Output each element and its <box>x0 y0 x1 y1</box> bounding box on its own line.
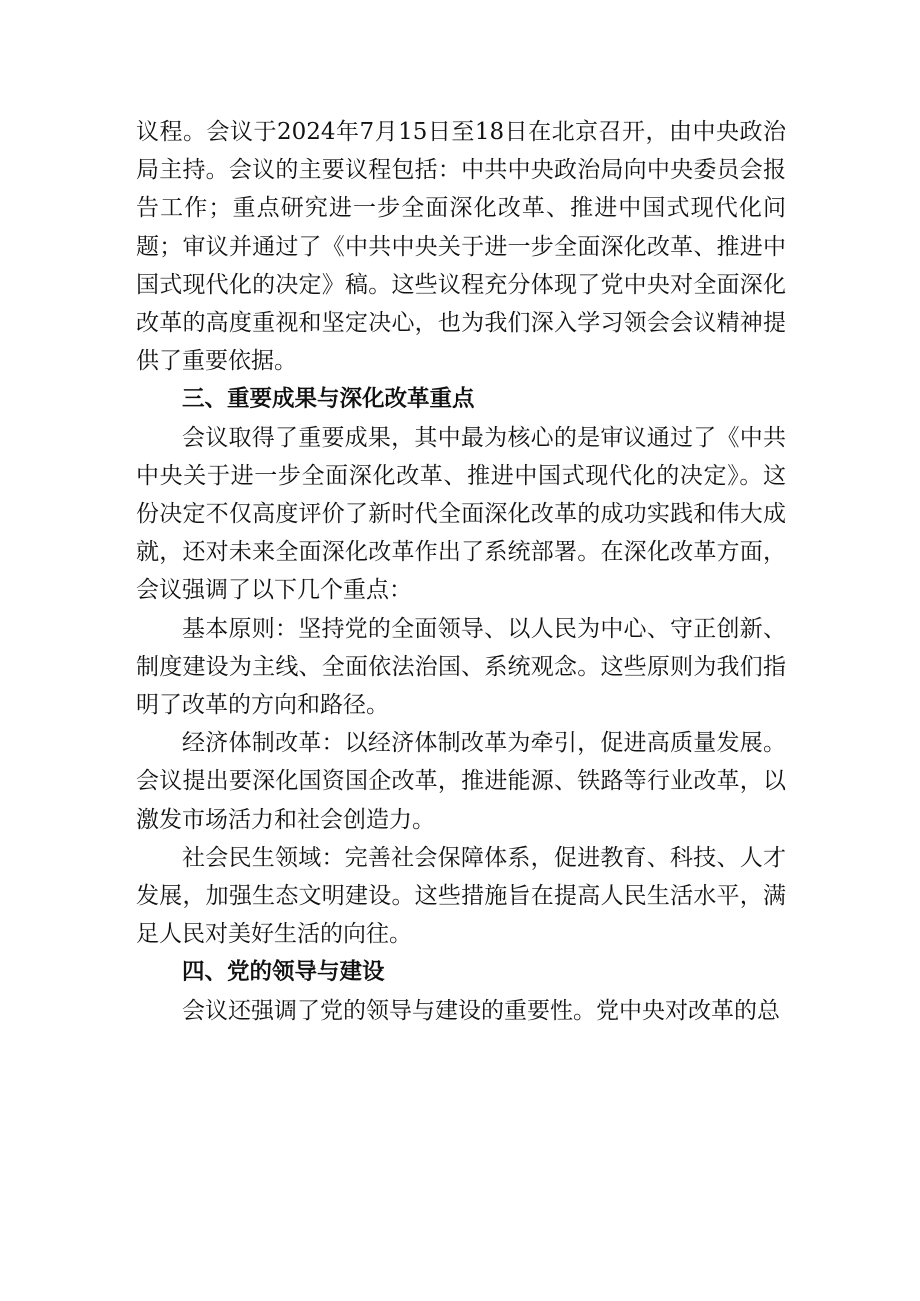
paragraph-economy: 经济体制改革：以经济体制改革为牵引，促进高质量发展。会议提出要深化国资国企改革，推进能源、铁路等行业改革，以激发市场活力和社会创造力。 <box>136 730 786 833</box>
paragraph-principles: 基本原则：坚持党的全面领导、以人民为中心、守正创新、制度建设为主线、全面依法治国、系统观念。这些原则为我们指明了改革的方向和路径。 <box>136 615 786 719</box>
paragraph-party: 会议还强调了党的领导与建设的重要性。党中央对改革的总 <box>182 997 780 1024</box>
section-heading-party: 四、党的领导与建设 <box>182 959 385 986</box>
document-page <box>136 113 786 1030</box>
section-heading-results: 三、重要成果与深化改革重点 <box>182 386 475 413</box>
paragraph-social: 社会民生领域：完善社会保障体系，促进教育、科技、人才发展，加强生态文明建设。这些措施旨在提高人民生活水平，满足人民对美好生活的向往。 <box>136 844 786 948</box>
paragraph-agenda: 议程。会议于2024年7月15日至18日在北京召开，由中央政治局主持。会议的主要议程包括：中共中央政治局向中央委员会报告工作；重点研究进一步全面深化改革、推进中国式现代化问题；审议并通过了《中共中央关于进一步全面深化改革、推进中国式现代化的决定》稿。这些议程充分体现了党中央对全面深化改革的高度重视和坚定决心，也为我们深入学习领会会议精神提供了重要依据。 <box>136 119 786 375</box>
paragraph-results: 会议取得了重要成果，其中最为核心的是审议通过了《中共中央关于进一步全面深化改革、推进中国式现代化的决定》。这份决定不仅高度评价了新时代全面深化改革的成功实践和伟大成就，还对未来全面深化改革作出了系统部署。在深化改革方面，会议强调了以下几个重点： <box>136 424 786 604</box>
